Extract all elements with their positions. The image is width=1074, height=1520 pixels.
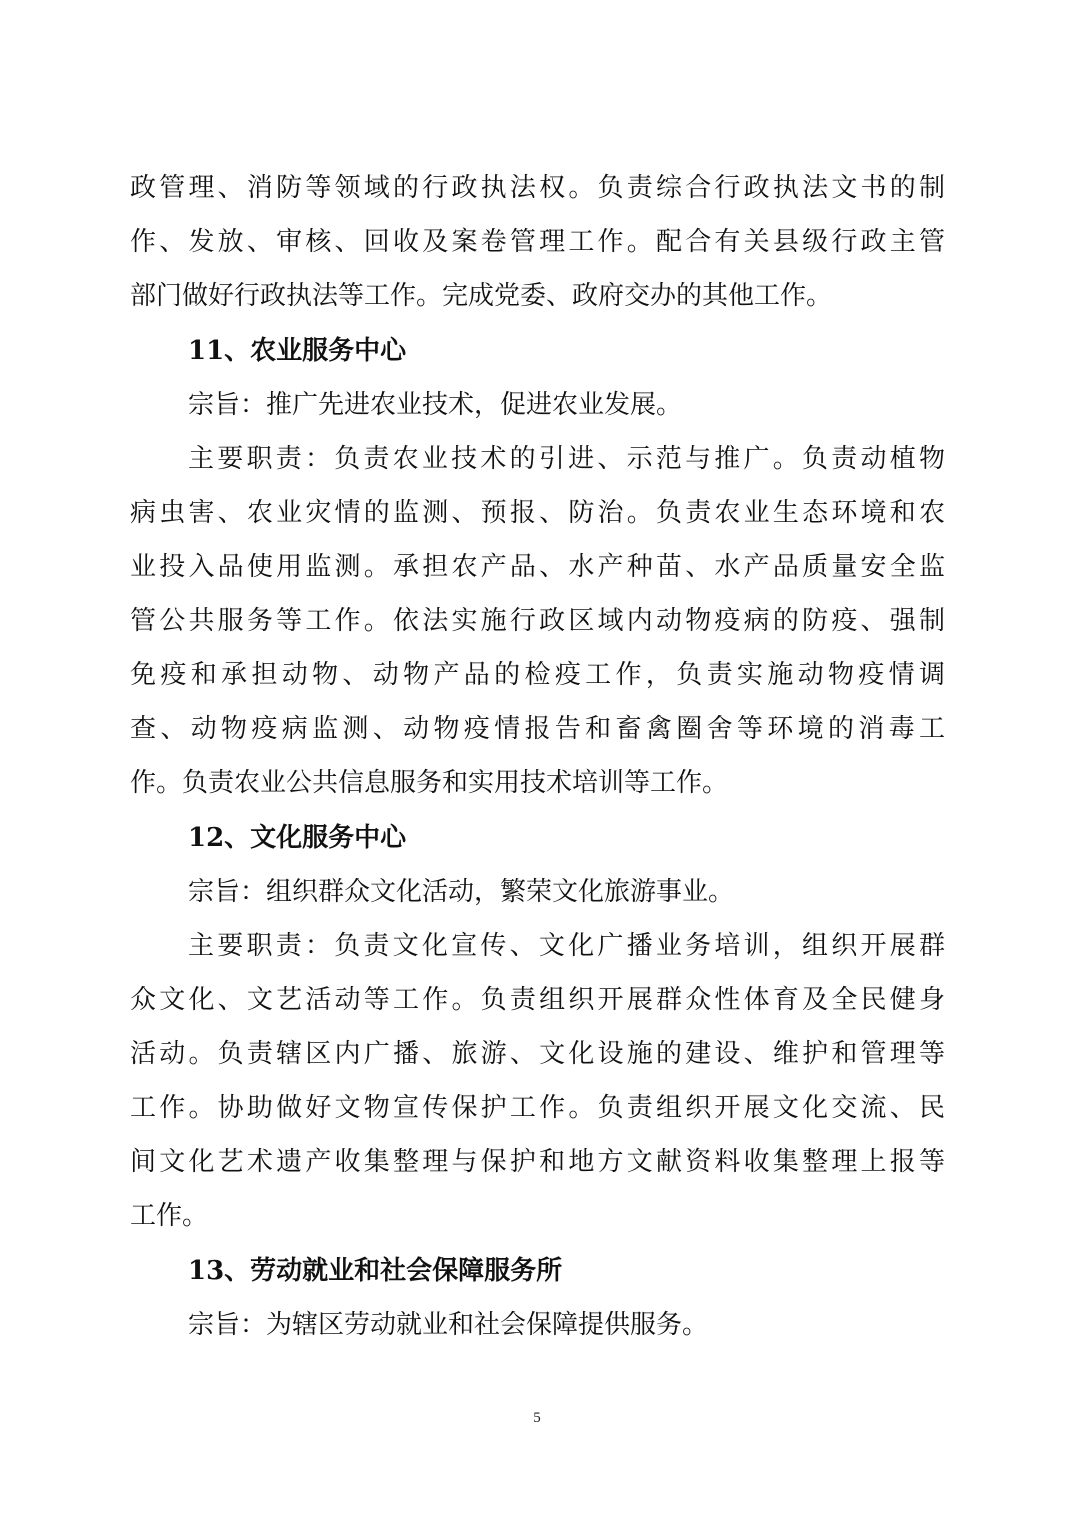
page-number: 5 xyxy=(533,1410,541,1426)
section-heading-11: 11、农业服务中心 xyxy=(188,336,407,366)
duties-line-11-7: 作。负责农业公共信息服务和实用技术培训等工作。 xyxy=(130,768,729,798)
body-line-1: 政管理、消防等领域的行政执法权。负责综合行政执法文书的制 xyxy=(130,173,945,203)
duties-line-12-4: 工作。协助做好文物宣传保护工作。负责组织开展文化交流、民 xyxy=(130,1093,945,1123)
duties-line-12-2: 众文化、文艺活动等工作。负责组织开展群众性体育及全民健身 xyxy=(130,985,945,1015)
duties-line-12-5: 间文化艺术遗产收集整理与保护和地方文献资料收集整理上报等 xyxy=(130,1147,945,1177)
body-line-3: 部门做好行政执法等工作。完成党委、政府交办的其他工作。 xyxy=(130,281,833,311)
purpose-line-13: 宗旨：为辖区劳动就业和社会保障提供服务。 xyxy=(188,1310,709,1340)
body-line-2: 作、发放、审核、回收及案卷管理工作。配合有关县级行政主管 xyxy=(130,227,945,257)
duties-line-11-2: 病虫害、农业灾情的监测、预报、防治。负责农业生态环境和农 xyxy=(130,498,945,528)
section-heading-13: 13、劳动就业和社会保障服务所 xyxy=(188,1256,563,1286)
duties-line-11-1: 主要职责：负责农业技术的引进、示范与推广。负责动植物 xyxy=(188,444,945,474)
duties-line-11-4: 管公共服务等工作。依法实施行政区域内动物疫病的防疫、强制 xyxy=(130,606,945,636)
purpose-line-11: 宗旨：推广先进农业技术，促进农业发展。 xyxy=(188,390,683,420)
duties-line-12-3: 活动。负责辖区内广播、旅游、文化设施的建设、维护和管理等 xyxy=(130,1039,945,1069)
purpose-line-12: 宗旨：组织群众文化活动，繁荣文化旅游事业。 xyxy=(188,877,735,907)
duties-line-11-3: 业投入品使用监测。承担农产品、水产种苗、水产品质量安全监 xyxy=(130,552,945,582)
duties-line-11-6: 查、动物疫病监测、动物疫情报告和畜禽圈舍等环境的消毒工 xyxy=(130,714,945,744)
duties-line-12-1: 主要职责：负责文化宣传、文化广播业务培训，组织开展群 xyxy=(188,931,945,961)
duties-line-12-6: 工作。 xyxy=(130,1201,209,1231)
section-heading-12: 12、文化服务中心 xyxy=(188,823,407,853)
duties-line-11-5: 免疫和承担动物、动物产品的检疫工作，负责实施动物疫情调 xyxy=(130,660,945,690)
